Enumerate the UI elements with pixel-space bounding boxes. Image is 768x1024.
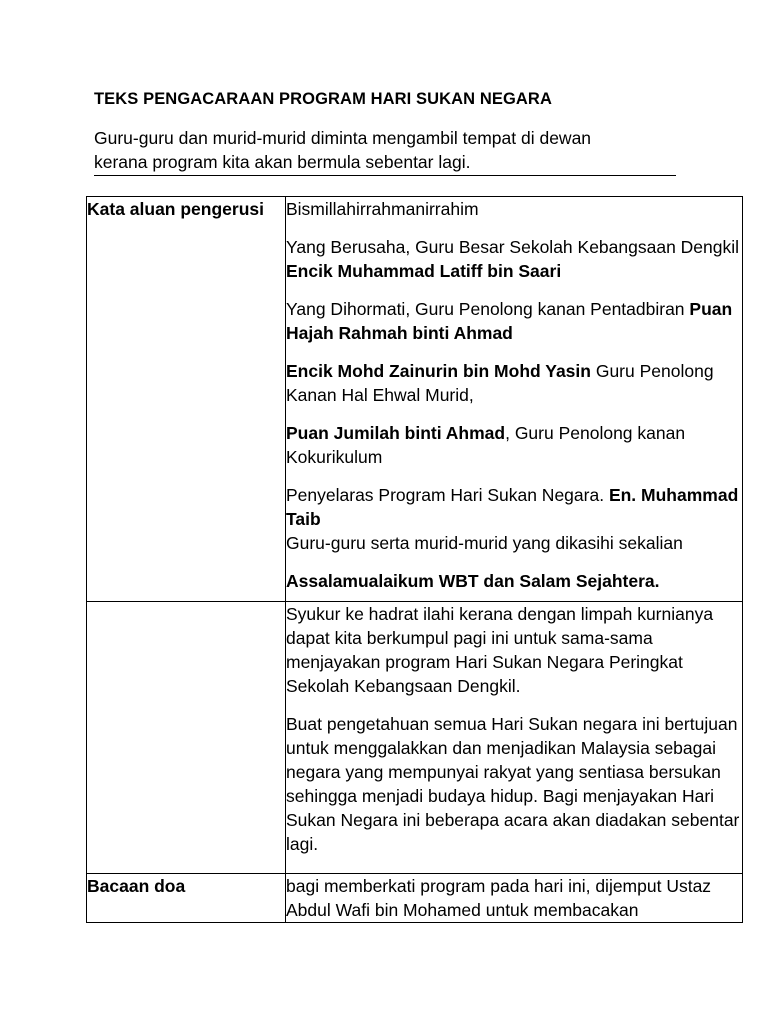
- table-row: [87, 602, 743, 874]
- table-row: [87, 874, 743, 923]
- greeting-admin: [286, 297, 742, 345]
- script-table: [86, 196, 743, 923]
- table-row: [87, 197, 743, 602]
- greeting-cocurriculum: [286, 421, 742, 469]
- prayer-paragraph: bagi memberkati program pada hari ini, dijemput Ustaz Abdul Wafi bin Mohamed untuk membacakan: [286, 876, 712, 920]
- greeting-headmaster: [286, 235, 742, 283]
- row-label: Kata aluan pengerusi: [87, 197, 286, 602]
- admin-name: Puan Hajah Rahmah binti Ahmad: [286, 299, 733, 343]
- student-affairs-name: Encik Mohd Zainurin bin Mohd Yasin: [286, 361, 591, 381]
- salutation-text: Assalamualaikum WBT dan Salam Sejahtera.: [286, 571, 660, 591]
- greeting-coordinator-text: Penyelaras Program Hari Sukan Negara.: [286, 485, 609, 505]
- row-content: [286, 602, 743, 874]
- cocurriculum-name: Puan Jumilah binti Ahmad: [286, 423, 506, 443]
- greeting-student-affairs: [286, 359, 742, 407]
- salutation: [286, 569, 742, 593]
- purpose-paragraph: Buat pengetahuan semua Hari Sukan negara ini bertujuan untuk menggalakkan dan menjadikan Malaysia sebagai negara yang mempunyai rakyat yang sentiasa bersukan sehingga menjadi budaya hidup. Bagi menjayakan Hari Sukan Negara ini beberapa acara akan diadakan sebentar lagi.: [286, 714, 740, 854]
- document-title: TEKS PENGACARAAN PROGRAM HARI SUKAN NEGARA: [94, 90, 552, 108]
- greeting-admin-text: Yang Dihormati, Guru Penolong kanan Pentadbiran: [286, 299, 690, 319]
- intro-line-2: kerana program kita akan bermula sebentar lagi.: [94, 150, 676, 176]
- greeting-teachers-students: Guru-guru serta murid-murid yang dikasihi sekalian: [286, 533, 683, 553]
- gratitude-paragraph: Syukur ke hadrat ilahi kerana dengan limpah kurnianya dapat kita berkumpul pagi ini untuk sama-sama menjayakan program Hari Sukan Negara Peringkat Sekolah Kebangsaan Dengkil.: [286, 604, 714, 696]
- row-content: [286, 874, 743, 923]
- intro-paragraph: [94, 126, 676, 176]
- greeting-student-affairs-text: Guru Penolong Kanan Hal Ehwal Murid,: [286, 361, 714, 405]
- row-content: [286, 197, 743, 602]
- greeting-headmaster-text: Yang Berusaha, Guru Besar Sekolah Kebangsaan Dengkil: [286, 237, 740, 257]
- row-label: Bacaan doa: [87, 874, 286, 923]
- greeting-coordinator: [286, 483, 742, 555]
- greeting-cocurriculum-text: , Guru Penolong kanan Kokurikulum: [286, 423, 686, 467]
- bismillah-text: Bismillahirrahmanirrahim: [286, 199, 479, 219]
- headmaster-name: Encik Muhammad Latiff bin Saari: [286, 261, 562, 281]
- row-label: [87, 602, 286, 874]
- intro-line-1: Guru-guru dan murid-murid diminta mengambil tempat di dewan: [94, 128, 592, 148]
- coordinator-name: En. Muhammad Taib: [286, 485, 739, 529]
